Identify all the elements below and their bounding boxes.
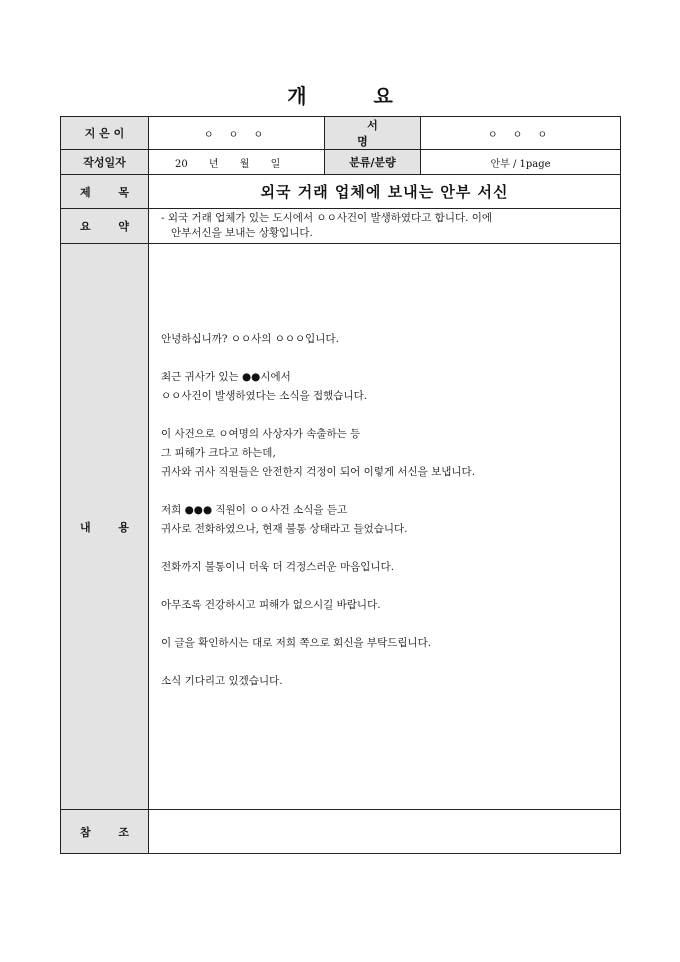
subject-label: 제 목: [61, 175, 149, 209]
content-paragraph-7: [161, 634, 610, 653]
content-line: 전화까지 불통이니 더욱 더 걱정스러운 마음입니다.: [161, 561, 395, 573]
content-line: 귀사로 전화하였으나, 현재 불통 상태라고 들었습니다.: [161, 523, 408, 535]
reference-value[interactable]: [149, 810, 621, 854]
summary-row: [61, 209, 621, 244]
reference-label: 참 조: [61, 810, 149, 854]
summary-value: [149, 209, 621, 244]
content-paragraph-3: [161, 425, 610, 482]
content-row: [61, 244, 621, 810]
summary-line-1: - 외국 거래 업체가 있는 도시에서 ㅇㅇ사건이 발생하였다고 합니다. 이에: [161, 212, 493, 224]
content-line: 귀사와 귀사 직원들은 안전한지 걱정이 되어 이렇게 서신을 보냅니다.: [161, 466, 476, 478]
content-line: 안녕하십니까? ㅇㅇ사의 ㅇㅇㅇ입니다.: [161, 333, 339, 345]
content-line: 이 사건으로 ㅇ여명의 사상자가 속출하는 등: [161, 428, 361, 440]
content-line: 저희 ●●● 직원이 ㅇㅇ사건 소식을 듣고: [161, 504, 348, 516]
document-title: 개 요: [287, 84, 423, 108]
subject-value: 외국 거래 업체에 보내는 안부 서신: [149, 175, 621, 209]
content-line: 최근 귀사가 있는 ●●시에서: [161, 371, 291, 383]
author-label: 지 은 이: [61, 117, 149, 150]
content-line: 소식 기다리고 있겠습니다.: [161, 675, 283, 687]
author-value: ㅇ ㅇ ㅇ: [149, 117, 325, 150]
date-row: [61, 150, 621, 175]
content-paragraph-8: [161, 672, 610, 691]
summary-line-2: 안부서신을 보내는 상황입니다.: [171, 227, 313, 239]
content-paragraph-1: [161, 330, 610, 349]
signature-value: ㅇ ㅇ ㅇ: [421, 117, 621, 150]
date-label: 작성일자: [61, 150, 149, 175]
signature-label: 서 명: [325, 117, 421, 150]
content-paragraph-4: [161, 501, 610, 539]
content-paragraph-5: [161, 558, 610, 577]
summary-label: 요 약: [61, 209, 149, 244]
overview-form-table: [60, 116, 621, 854]
category-value: 안부 / 1page: [421, 150, 621, 175]
reference-row: [61, 810, 621, 854]
content-label: 내 용: [61, 244, 149, 810]
content-line: 그 피해가 크다고 하는데,: [161, 447, 276, 459]
date-value: 20 년 월 일: [149, 150, 325, 175]
content-paragraph-6: [161, 596, 610, 615]
content-body: [149, 244, 621, 810]
content-line: ㅇㅇ사건이 발생하였다는 소식을 접했습니다.: [161, 390, 368, 402]
content-line: 이 글을 확인하시는 대로 저희 쪽으로 회신을 부탁드립니다.: [161, 637, 432, 649]
content-paragraph-2: [161, 368, 610, 406]
author-row: [61, 117, 621, 150]
content-line: 아무조록 건강하시고 피해가 없으시길 바랍니다.: [161, 599, 381, 611]
subject-row: [61, 175, 621, 209]
category-label: 분류/분량: [325, 150, 421, 175]
